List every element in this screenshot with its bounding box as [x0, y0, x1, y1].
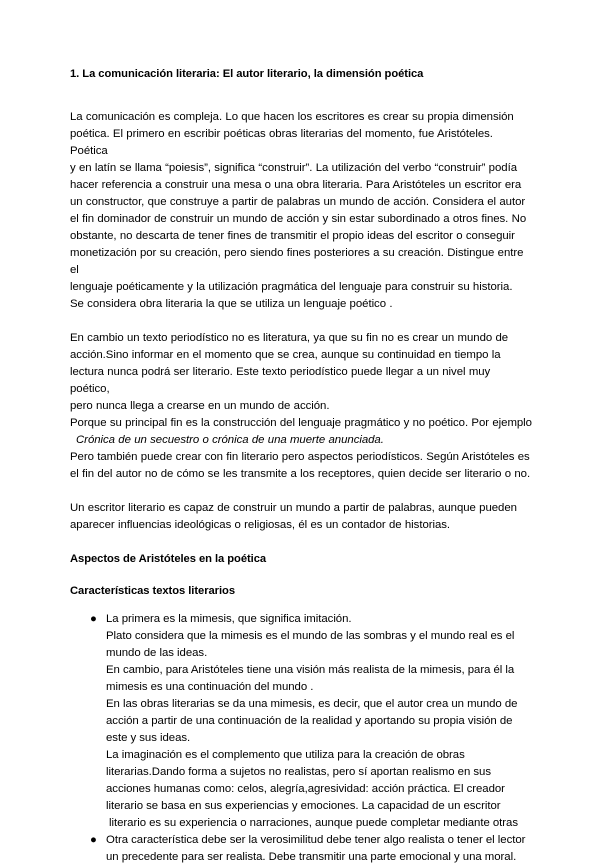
paragraph-escritor — [70, 500, 532, 534]
text-line: La primera es la mimesis, que significa imitación. — [106, 613, 352, 625]
text-line: En cambio, para Aristóteles tiene una visión más realista de la mimesis, para él la — [106, 664, 515, 676]
text-line: Plato considera que la mimesis es el mundo de las sombras y el mundo real es el — [106, 630, 515, 642]
text-line: pero nunca llega a crearse en un mundo de acción. — [70, 400, 330, 412]
spacer — [70, 313, 532, 330]
text-line: lectura nunca podrá ser literario. Este texto periodístico puede llegar a un nivel muy poético, — [70, 366, 491, 395]
text-line: literario es su experiencia o narraciones, aunque puede completar mediante otras — [109, 817, 519, 829]
text-line: En las obras literarias se da una mimesis, es decir, que el autor crea un mundo de — [106, 698, 518, 710]
section-heading-caracteristicas: Características textos literarios — [70, 585, 236, 597]
text-line: Un escritor literario es capaz de construir un mundo a partir de palabras, aunque pueden — [70, 502, 517, 514]
spacer — [70, 568, 532, 583]
document-body — [70, 60, 532, 866]
list-item — [70, 832, 532, 866]
text-line: La comunicación es compleja. Lo que hacen los escritores es crear su propia dimensión — [70, 111, 514, 123]
page-title: 1. La comunicación literaria: El autor literario, la dimensión poética — [70, 68, 424, 80]
text-line: acciones humanas como: celos, alegría,agresividad: acción práctica. El creador — [106, 783, 505, 795]
text-line: mimesis es una continuación del mundo . — [106, 681, 314, 693]
text-line: mundo de las ideas. — [106, 647, 208, 659]
text-line: un constructor, que construye a partir de palabras un mundo de acción. Considera el autor — [70, 196, 526, 208]
text-line: lenguaje poéticamente y la utilización pragmática del lenguaje para construir su historia. — [70, 281, 513, 293]
text-line: aparecer influencias ideológicas o religiosas, él es un contador de historias. — [70, 519, 451, 531]
text-line: el fin dominador de construir un mundo de acción y sin estar subordinado a otros fines. No — [70, 213, 527, 225]
text-line: este y sus ideas. — [106, 732, 191, 744]
text-line: acción a partir de una continuación de la realidad y aportando su propia visión de — [106, 715, 513, 727]
text-line: hacer referencia a construir una mesa o una obra literaria. Para Aristóteles un escritor era — [70, 179, 522, 191]
text-line: acción.Sino informar en el momento que se crea, aunque su continuidad en tiempo la — [70, 349, 501, 361]
text-line: literarias.Dando forma a sujetos no realistas, pero sí aportan realismo en sus — [106, 766, 491, 778]
cited-work-title: Crónica de un secuestro o crónica de una muerte anunciada. — [76, 434, 384, 446]
paragraph-periodistico — [70, 330, 532, 483]
text-line: La imaginación es el complemento que utiliza para la creación de obras — [106, 749, 465, 761]
bullet-icon: ● — [90, 834, 97, 846]
spacer — [70, 534, 532, 551]
section-heading-aspectos: Aspectos de Aristóteles en la poética — [70, 553, 267, 565]
text-line: el fin del autor no de cómo se les transmite a los receptores, quien decide ser literario o no. — [70, 468, 531, 480]
text-line: poética. El primero en escribir poéticas obras literarias del momento, fue Aristóteles. Poética — [70, 128, 493, 157]
text-line: En cambio un texto periodístico no es literatura, ya que su fin no es crear un mundo de — [70, 332, 509, 344]
list-item — [70, 611, 532, 832]
text-line: literario se basa en sus experiencias y emociones. La capacidad de un escritor — [106, 800, 501, 812]
text-line: y en latín se llama “poiesis”, significa “construir”. La utilización del verbo “construir” podía — [70, 162, 517, 174]
paragraph-intro — [70, 109, 532, 313]
text-line: Otra característica debe ser la verosimilitud debe tener algo realista o tener el lector — [106, 834, 526, 846]
spacer — [70, 83, 532, 109]
text-line: Se considera obra literaria la que se utiliza un lenguaje poético . — [70, 298, 393, 310]
text-line: Porque su principal fin es la construcción del lenguaje pragmático y no poético. Por ejemplo — [70, 417, 532, 429]
spacer — [70, 483, 532, 500]
text-line: Pero también puede crear con fin literario pero aspectos periodísticos. Según Aristóteles es — [70, 451, 530, 463]
text-line: un precedente para ser realista. Debe transmitir una parte emocional y una moral. — [106, 851, 517, 863]
characteristics-list — [70, 611, 532, 866]
bullet-icon: ● — [90, 613, 97, 625]
text-line: obstante, no descarta de tener fines de transmitir el propio ideas del escritor o conseguir — [70, 230, 515, 242]
text-line: monetización por su creación, pero siendo fines posteriores a su creación. Distingue entre el — [70, 247, 524, 276]
spacer — [70, 600, 532, 611]
